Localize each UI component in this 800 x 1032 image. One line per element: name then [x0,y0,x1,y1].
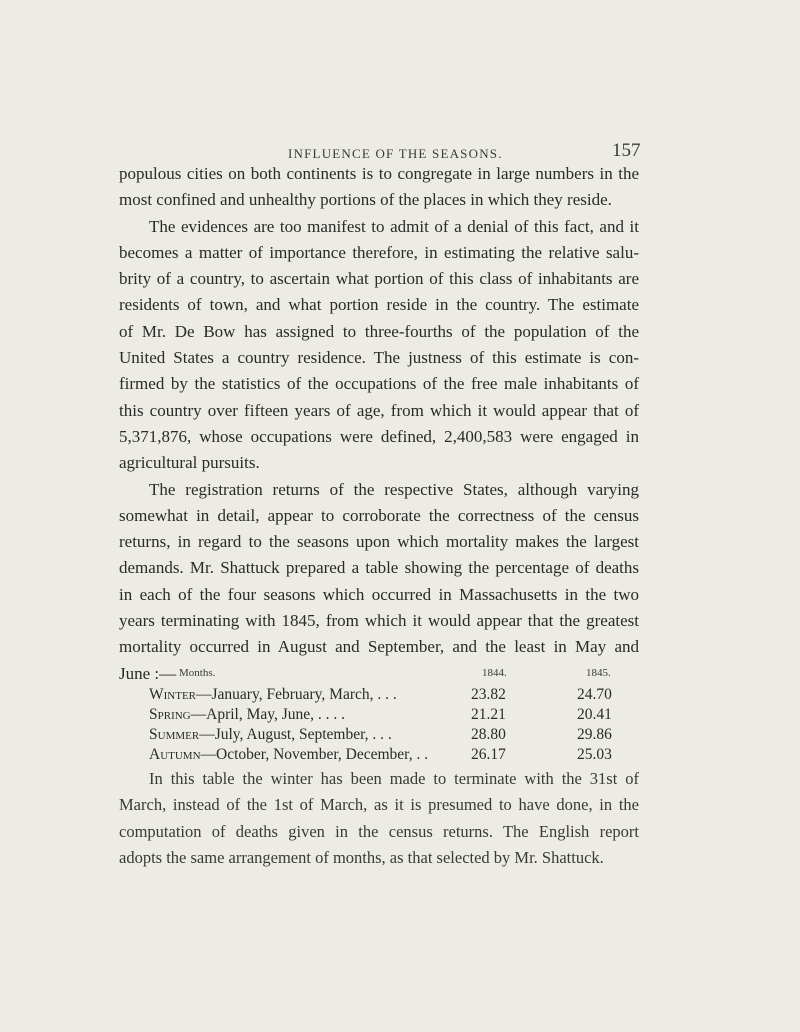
header-1844: 1844. [482,667,507,679]
text-line: 5,371,876, whose occupations were defined, 2,400,583 were engaged in [119,426,639,446]
text-line: becomes a matter of importance therefore, in estimating the relative salu- [119,242,639,262]
text-line: residents of town, and what portion reside in the country. The estimate [119,295,639,315]
header-months: Months. [179,667,216,679]
text-line: in each of the four seasons which occurred in Massachusetts in the two [119,584,639,604]
table-row [149,725,639,745]
text-line: United States a country residence. The justness of this estimate is con- [119,348,639,368]
value-1845: 29.86 [577,726,612,743]
season-months: —July, August, September, . . . [199,726,392,743]
text-line: populous cities on both continents is to congregate in large numbers in the [119,164,639,183]
value-1844: 26.17 [471,746,506,763]
text-line: this country over fifteen years of age, from which it would appear that of [119,400,639,420]
text-line: adopts the same arrangement of months, as that selected by Mr. Shattuck. [119,847,604,867]
value-1845: 25.03 [577,746,612,763]
text-line: years terminating with 1845, from which it would appear that the greatest [119,611,639,631]
season-name: Summer [149,726,200,743]
season-months: —October, November, December, . . [200,746,429,763]
season-months: —January, February, March, . . . [196,686,397,703]
table-row [149,685,639,705]
season-name: Spring [149,706,191,723]
season-months: —April, May, June, . . . . [190,706,346,723]
text-line: March, instead of the 1st of March, as it is presumed to have done, in the [119,795,639,815]
text-line: The evidences are too manifest to admit of a denial of this fact, and it [149,216,639,236]
table-row [149,705,639,725]
text-line: In this table the winter has been made to terminate with the 31st of [149,769,639,788]
value-1844: 28.80 [471,726,506,743]
text-line: mortality occurred in August and September, and the least in May and [119,637,639,657]
season-name: Autumn [149,746,201,763]
header-1845: 1845. [586,667,611,679]
table-header [149,665,639,685]
value-1844: 21.21 [471,706,506,723]
season-name: Winter [149,686,197,703]
running-head: INFLUENCE OF THE SEASONS. [288,146,503,161]
text-line: June :— [119,663,177,683]
text-line: most confined and unhealthy portions of the places in which they reside. [119,190,612,210]
text-line: demands. Mr. Shattuck prepared a table showing the percentage of deaths [119,558,639,578]
value-1845: 20.41 [577,706,612,723]
text-line: firmed by the statistics of the occupations of the free male inhabitants of [119,374,639,394]
mortality-table [149,665,639,765]
text-line: The registration returns of the respective States, although varying [149,479,639,499]
page-number: 157 [612,140,641,161]
value-1845: 24.70 [577,686,612,703]
text-line: somewhat in detail, appear to corroborate the correctness of the census [119,505,639,525]
table-row [149,745,639,765]
body-text-upper [119,161,639,687]
text-line: of Mr. De Bow has assigned to three-fourths of the population of the [119,321,639,341]
text-line: brity of a country, to ascertain what portion of this class of inhabitants are [119,269,639,289]
text-line: returns, in regard to the seasons upon which mortality makes the largest [119,532,639,552]
body-text-lower [119,766,639,871]
text-line: computation of deaths given in the census returns. The English report [119,821,639,841]
value-1844: 23.82 [471,686,506,703]
text-line: agricultural pursuits. [119,453,260,473]
